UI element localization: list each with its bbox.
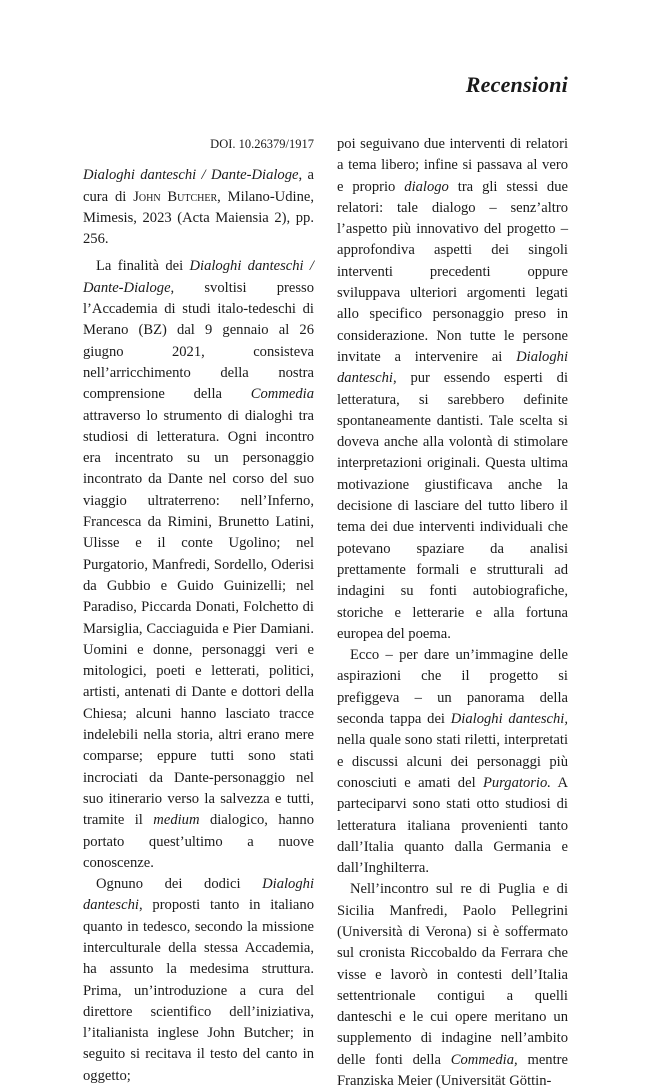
section-header: Recensioni — [465, 72, 568, 97]
book-reference: Dialoghi danteschi / Dante-Dialoge, a cura di John Butcher, Milano-Udine, Mimesis, 2023 (Acta Maiensia 2), pp. 256. — [83, 167, 314, 248]
right-column — [337, 134, 568, 1092]
paragraph: Nell’incontro sul re di Puglia e di Sicilia Manfredi, Paolo Pellegrini (Università di Verona) si è soffermato sul cronista Riccobaldo da Ferrara che visse e lavorò in contesti dell’Italia settentrionale contigui a quelli danteschi e le cui opere meritano un supplemento di indagine nell’ambito delle fonti della Commedia, mentre Franziska Meier (Universität Göttin- — [337, 881, 568, 1090]
paragraph: Ognuno dei dodici Dialoghi danteschi, proposti tanto in italiano quanto in tedesco, secondo la missione interculturale della stessa Accademia, ha assunto la medesima struttura. Prima, un’introduzione a cura del direttore scientifico dell’iniziativa, l’italianista inglese John Butcher; in seguito si recitava il testo del canto in oggetto; — [83, 876, 314, 1084]
left-column — [83, 134, 314, 1087]
book-title: Dialoghi danteschi / Dante-Dialoge — [83, 167, 299, 184]
paragraph: Ecco – per dare un’immagine delle aspirazioni che il progetto si prefiggeva – un panorama della seconda tappa dei Dialoghi danteschi, nella quale sono stati riletti, interpretati e discussi alcuni dei personaggi più conosciuti e amati del Purgatorio. A parteciparvi sono stati otto studiosi di letteratura italiana provenienti tanto dall’Italia quanto dalla Germania e dall’Inghilterra. — [337, 647, 568, 877]
paragraph: La finalità dei Dialoghi danteschi / Dante-Dialoge, svoltisi presso l’Accademia di studi italo-tedeschi di Merano (BZ) dal 9 gennaio al 26 giugno 2021, consisteva nell’arricchimento della nostra comprensione della Commedia attraverso lo strumento di dialoghi tra studiosi di letteratura. Ogni incontro era incentrato su un personaggio incontrato da Dante nel corso del suo viaggio ultraterreno: nell’Inferno, Francesca da Rimini, Brunetto Latini, Ulisse e il conte Ugolino; nel Purgatorio, Manfredi, Sordello, Oderisi da Gubbio e Guido Guinizelli; nel Paradiso, Piccarda Donati, Folchetto di Marsiglia, Cacciaguida e Pier Damiani. Uomini e donne, personaggi veri e mitologici, poeti e letterati, politici, artisti, antenati di Dante e dottori della Chiesa; alcuni hanno lasciato tracce indelebili nella storia, altri erano mere comparse; eppure tutti sono stati incrociati da Dante-personaggio nel suo itinerario verso la salvezza e tutti, tramite il medium dialogico, hanno portato quest’ultimo a nuove conoscenze. — [83, 258, 314, 871]
doi-label: DOI. 10.26379/1917 — [210, 137, 314, 151]
paragraph: poi seguivano due interventi di relatori a tema libero; infine si passava al vero e proprio dialogo tra gli stessi due relatori: tale dialogo – senz’altro l’aspetto più innovativo del progetto – approfondiva aspetti dei singoli interventi precedenti oppure sviluppava ulteriori argomenti legati allo specifico personaggio preso in considerazione. Non tutte le persone invitate a intervenire ai Dialoghi danteschi, pur essendo esperti di letteratura, si sarebbero definite spontaneamente dantisti. Tale scelta si doveva anche alla volontà di stimolare interpretazioni originali. Questa ultima motivazione giustificava anche la decisione di lasciare del tutto libero il tema dei due interventi individuali che potevano spaziare da analisi prettamente formali e strutturali ad indagini su fonti autobiografiche, storiche e letterarie e alla fortuna europea del poema. — [337, 136, 568, 642]
editor-name: John Butcher — [133, 188, 218, 205]
